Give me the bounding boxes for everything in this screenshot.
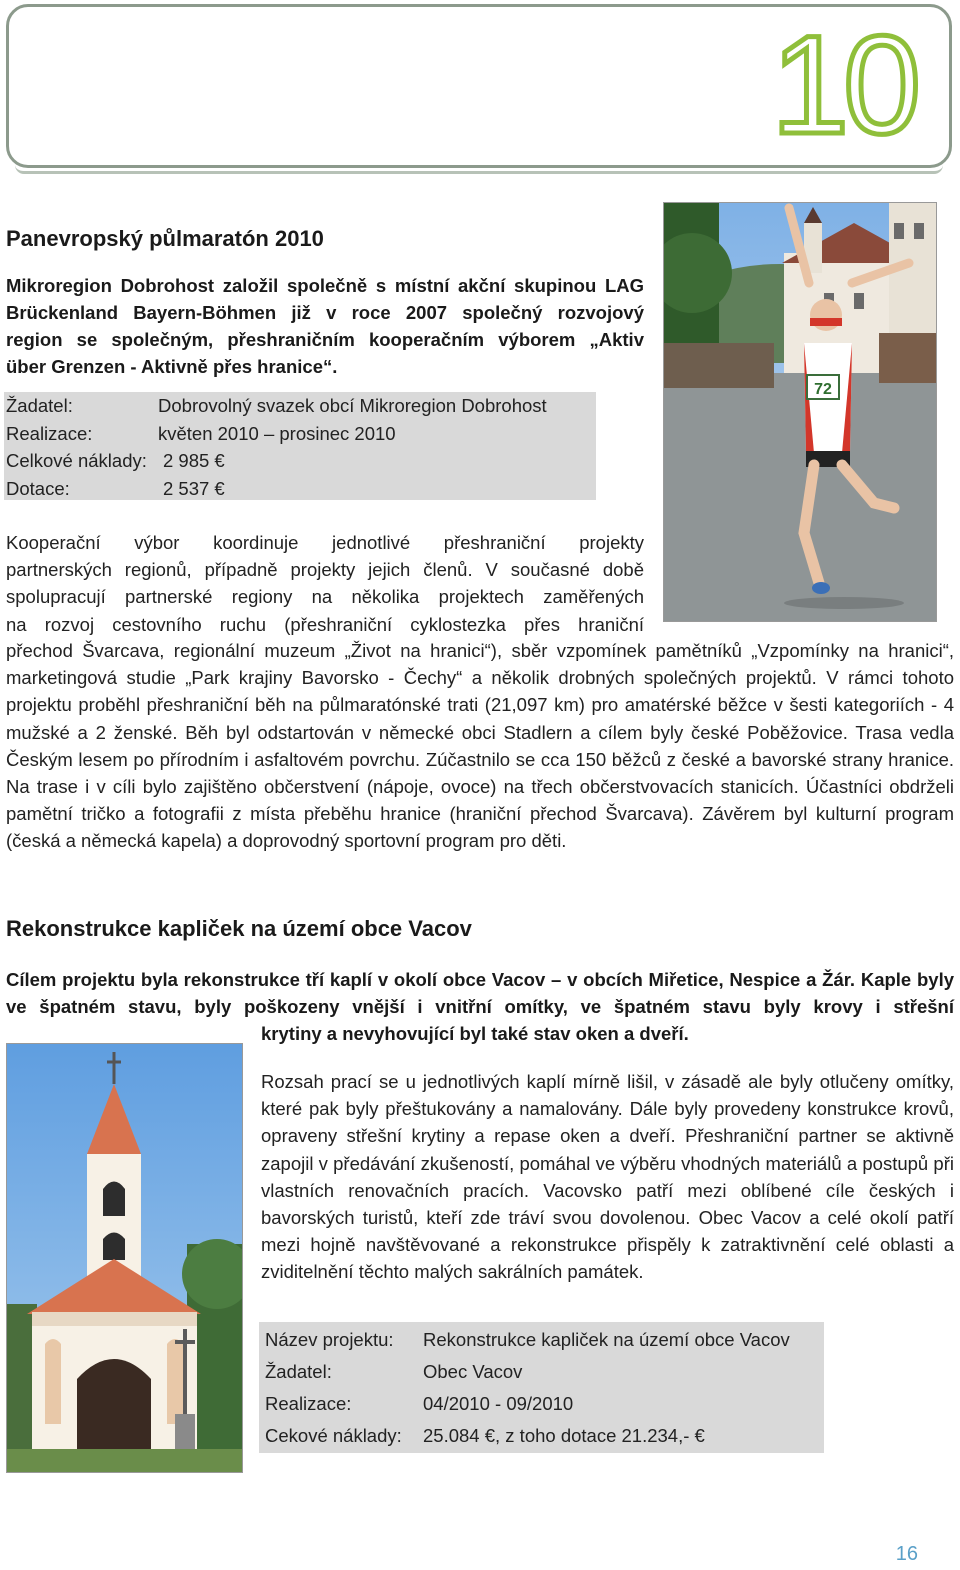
info-value: květen 2010 – prosinec 2010 [158, 422, 396, 444]
chapter-number: 10 [771, 6, 915, 163]
info-row-applicant [4, 392, 596, 420]
info-value: Rekonstrukce kapliček na území obce Vacov [423, 1329, 790, 1350]
info-value: 04/2010 - 09/2010 [423, 1393, 574, 1414]
section-title-halfmarathon: Panevropský půlmaratón 2010 [6, 226, 324, 251]
info-label: Cekové náklady: [265, 1425, 402, 1446]
intro-line: über Grenzen - Aktivně přes hranice“. [6, 356, 338, 377]
info-row-realization [4, 420, 596, 448]
chapel-photo-illustration [7, 1044, 242, 1472]
info-row-total-costs [4, 447, 596, 475]
info-value: 2 537 € [163, 477, 225, 499]
info-label: Celkové náklady: [6, 450, 147, 471]
info-label: Žadatel: [265, 1361, 332, 1382]
body-line: spolupracují partnerské regiony na několika projektech zaměřených [6, 586, 644, 608]
info-label: Realizace: [6, 422, 93, 444]
intro-line: region se společným, přeshraničním kooperačním výborem „Aktiv [6, 329, 644, 350]
section2-body: Rozsah prací se u jednotlivých kaplí mírně lišil, v zásadě ale byly otlučeny omítky, které pak byly přeštukovány a namalovány. Dále byly provedeny konstrukce krovů, opraveny střešní krytiny a repase oken a dveří. Přeshraniční partner se aktivně zapojil v předávání zkušeností, pomáhal ve výběru vhodných materiálů a postupů při vlastních renovačních pracích. Vacovsko patří mezi oblíbené cíle českých i bavorských turistů, kteří zde tráví svou dovolenou. Obec Vacov a celé okolí patří mezi hojně navštěvované a rekonstrukce přispěly k zatraktivnění celé oblasti a zviditelnění těchto malých sakrálních památek. [261, 1071, 954, 1283]
info-value: Dobrovolný svazek obcí Mikroregion Dobrohost [158, 395, 547, 416]
info-label: Žadatel: [6, 395, 73, 416]
info-row-realization [259, 1388, 824, 1420]
project-info-box-2 [259, 1322, 824, 1453]
runner-bib-number: 72 [814, 381, 832, 398]
body-line: Kooperační výbor koordinuje jednotlivé přeshraniční projekty [6, 532, 644, 553]
intro-line: Mikroregion Dobrohost založil společně s místní akční skupinou LAG [6, 275, 644, 296]
chapel-photo [6, 1043, 243, 1473]
project-info-box-1 [4, 392, 596, 500]
section1-body-wide: přechod Švarcava, regionální muzeum „Život na hranici“), sběr vzpomínek pamětníků „Vzpomínky na hranici“, marketingová studie „Park krajiny Bavorsko - Čechy“ a několik drobných společných projektů. V rámci tohoto projektu proběhl přeshraniční běh na půlmaratónské trati (21,097 km) pro amatérské běžce v šesti kategoriích - 4 mužské a 2 ženské. Běh byl odstartován v německé obci Stadlern a cílem byly české Poběžovice. Trasa vedla Českým lesem po přírodním i asfaltovém povrchu. Zúčastnilo se cca 150 běžců z české a bavorské strany hranice. Na trase i v cíli bylo zajištěno občerstvení (nápoje, ovoce) na třech občerstvovacích stanicích. Účastníci obdrželi pamětní tričko a fotografii z místa přeběhu hranice (hraniční přechod Švarcava). Závěrem byl kulturní program (česká a německá kapela) a doprovodný sportovní program pro děti. [6, 640, 954, 852]
info-row-project-name [259, 1324, 824, 1356]
info-label: Název projektu: [265, 1329, 394, 1350]
section2-intro [6, 966, 954, 1020]
info-value: 25.084 €, z toho dotace 21.234,- € [423, 1425, 705, 1446]
section1-intro [6, 272, 644, 380]
runner-photo [663, 202, 937, 622]
info-value: 2 985 € [163, 450, 225, 471]
info-row-applicant [259, 1356, 824, 1388]
info-row-subsidy [4, 475, 596, 503]
info-value: Obec Vacov [423, 1361, 523, 1382]
section1-body-narrow [6, 529, 644, 638]
intro-text: Cílem projektu byla rekonstrukce tří kaplí v okolí obce Vacov – v obcích Miřetice, Nespice a Žár. Kaple byly ve špatném stavu, byly poškozeny vnější i vnitřní omítky, ve špatném stavu byly krovy i střešní [6, 969, 954, 1017]
page-number: 16 [895, 1543, 918, 1565]
info-label: Realizace: [265, 1393, 352, 1414]
info-label: Dotace: [6, 477, 70, 499]
body-line: partnerských regionů, případně projekty jejich členů. V současné době [6, 559, 644, 581]
section-title-chapels: Rekonstrukce kapliček na území obce Vacov [6, 916, 472, 941]
runner-photo-illustration [664, 203, 936, 621]
body-line: na rozvoj cestovního ruchu (přeshraniční cyklostezka přes hraniční [6, 613, 644, 635]
info-row-total-costs [259, 1420, 824, 1452]
section2-intro-last-line: krytiny a nevyhovující byl také stav oken a dveří. [261, 1023, 689, 1044]
chapter-header-frame [6, 4, 952, 168]
intro-line: Brückenland Bayern-Böhmen již v roce 2007 společný rozvojový [6, 302, 644, 323]
